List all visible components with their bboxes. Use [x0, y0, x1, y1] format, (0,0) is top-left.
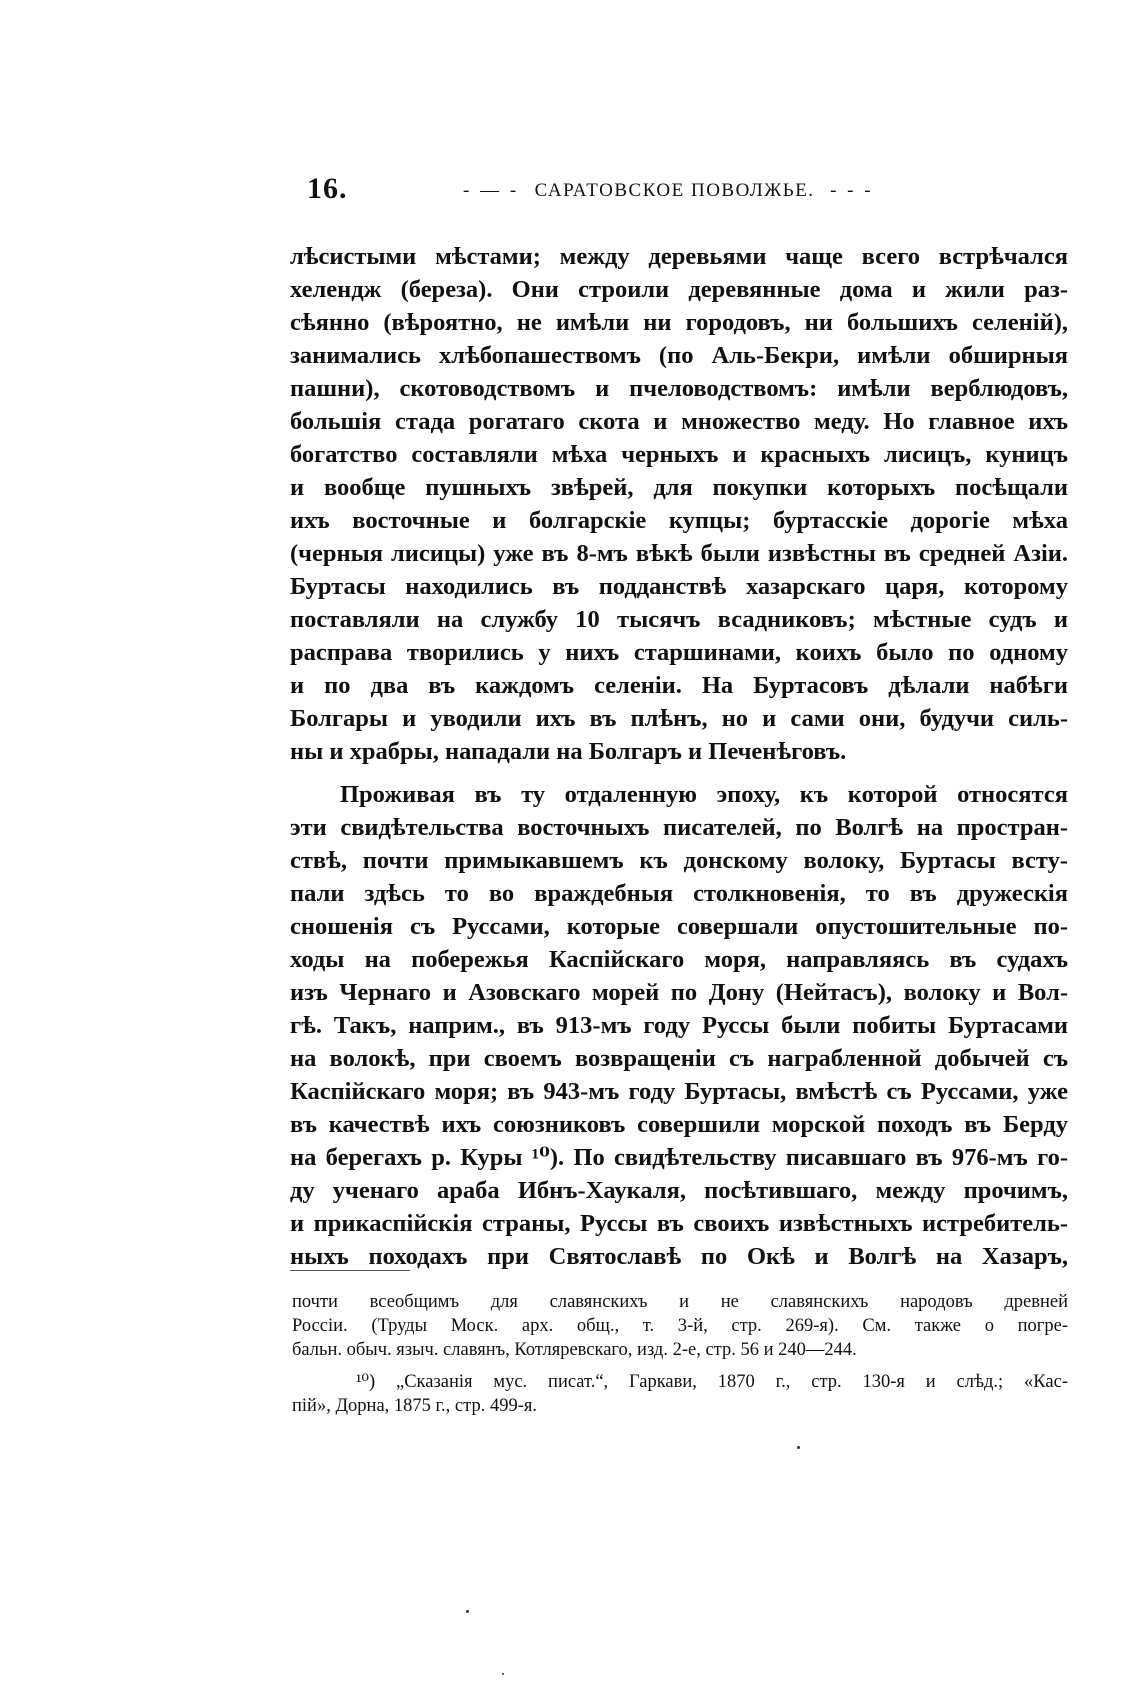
running-title [463, 180, 923, 202]
title-rule-left: - — - [463, 180, 535, 201]
footnote-line: Россіи. (Труды Моск. арх. общ., т. 3-й, стр. 269-я). См. также о погре- [292, 1316, 1068, 1336]
text-line: богатство составляли мѣха черныхъ и красныхъ лисицъ, куницъ [290, 441, 1068, 468]
paragraph-1 [290, 240, 1068, 768]
text-line: большія стада рогатаго скота и множество меду. Но главное ихъ [290, 408, 1068, 435]
scan-speck [502, 1673, 504, 1675]
text-line: ныхъ походахъ при Святославѣ по Окѣ и Волгѣ на Хазаръ, [290, 1243, 1068, 1270]
text-line: Проживая въ ту отдаленную эпоху, къ которой относятся [340, 781, 1068, 808]
footnote-line: бальн. обыч. языч. славянъ, Котляревскаго, изд. 2-е, стр. 56 и 240—244. [292, 1340, 857, 1360]
scan-speck [466, 1610, 469, 1613]
text-line: Буртасы находились въ подданствѣ хазарскаго царя, которому [290, 573, 1068, 600]
footnote-line: ¹⁰) „Сказанія мус. писат.“, Гаркави, 1870 г., стр. 130-я и слѣд.; «Кас- [356, 1372, 1068, 1392]
text-line: эти свидѣтельства восточныхъ писателей, по Волгѣ на простран- [290, 814, 1068, 841]
text-line: и вообще пушныхъ звѣрей, для покупки которыхъ посѣщали [290, 474, 1068, 501]
page-number: 16. [307, 172, 348, 205]
text-line: на берегахъ р. Куры ¹⁰). По свидѣтельству писавшаго въ 976-мъ го- [290, 1144, 1068, 1171]
text-line: и прикаспійскія страны, Руссы въ своихъ извѣстныхъ истребитель- [290, 1210, 1068, 1237]
footnote-line: почти всеобщимъ для славянскихъ и не славянскихъ народовъ древней [292, 1292, 1068, 1312]
text-line: Болгары и уводили ихъ въ плѣнъ, но и сами они, будучи силь- [290, 705, 1068, 732]
title-rule-right: - - - [814, 180, 874, 201]
text-line: пали здѣсь то во враждебныя столкновенія, то въ дружескія [290, 880, 1068, 907]
footnote-line: пій», Дорна, 1875 г., стр. 499-я. [292, 1396, 537, 1416]
footnotes [292, 1290, 1068, 1418]
text-line: ствѣ, почти примыкавшемъ къ донскому волоку, Буртасы всту- [290, 847, 1068, 874]
text-line: сношенія съ Руссами, которые совершали опустошительные по- [290, 913, 1068, 940]
text-line: поставляли на службу 10 тысячъ всадниковъ; мѣстные судъ и [290, 606, 1068, 633]
text-line: (черныя лисицы) уже въ 8-мъ вѣкѣ были извѣстны въ средней Азіи. [290, 540, 1068, 567]
text-line: занимались хлѣбопашествомъ (по Аль-Бекри, имѣли обширныя [290, 342, 1068, 369]
running-title-text: САРАТОВСКОЕ ПОВОЛЖЬЕ. [534, 180, 815, 201]
text-line: сѣянно (вѣроятно, не имѣли ни городовъ, ни большихъ селеній), [290, 309, 1068, 336]
text-line: и по два въ каждомъ селеніи. На Буртасовъ дѣлали набѣги [290, 672, 1068, 699]
text-line: ходы на побережья Каспійскаго моря, направляясь въ судахъ [290, 946, 1068, 973]
text-line: на волокѣ, при своемъ возвращеніи съ награбленной добычей съ [290, 1045, 1068, 1072]
footnote-continuation [292, 1290, 1068, 1362]
scan-speck [797, 1446, 800, 1449]
text-line: лѣсистыми мѣстами; между деревьями чаще всего встрѣчался [290, 243, 1068, 270]
text-line: расправа творились у нихъ старшинами, коихъ было по одному [290, 639, 1068, 666]
text-line: Каспійскаго моря; въ 943-мъ году Буртасы, вмѣстѣ съ Руссами, уже [290, 1078, 1068, 1105]
text-line: ны и храбры, нападали на Болгаръ и Печенѣговъ. [290, 738, 847, 765]
footnote-separator [290, 1270, 410, 1271]
text-line: въ качествѣ ихъ союзниковъ совершили морской походъ въ Берду [290, 1111, 1068, 1138]
paragraph-2 [290, 778, 1068, 1273]
text-line: изъ Чернаго и Азовскаго морей по Дону (Нейтасъ), волоку и Вол- [290, 979, 1068, 1006]
footnote-10 [292, 1370, 1068, 1418]
text-line: гѣ. Такъ, наприм., въ 913-мъ году Руссы были побиты Буртасами [290, 1012, 1068, 1039]
main-text [290, 240, 1068, 1273]
text-line: ду ученаго араба Ибнъ-Хаукаля, посѣтившаго, между прочимъ, [290, 1177, 1068, 1204]
text-line: хелендж (береза). Они строили деревянные дома и жили раз- [290, 276, 1068, 303]
text-line: ихъ восточные и болгарскіе купцы; буртасскіе дорогіе мѣха [290, 507, 1068, 534]
text-line: пашни), скотоводствомъ и пчеловодствомъ: имѣли верблюдовъ, [290, 375, 1068, 402]
